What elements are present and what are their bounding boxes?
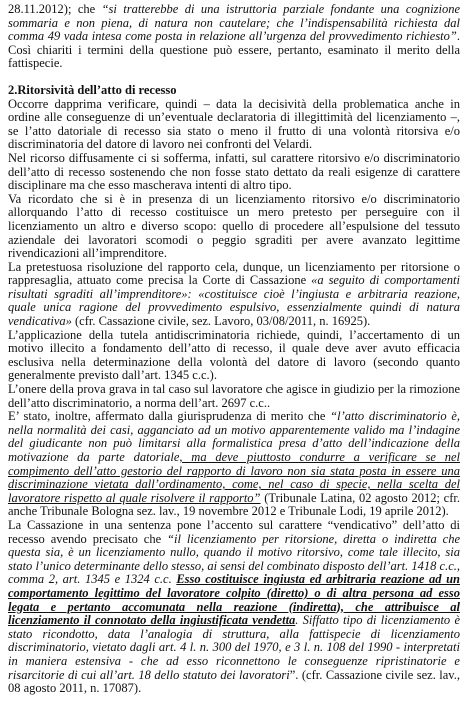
- text-run: La pretestuosa risoluzione del rapporto cela, dunque, un licenziamento per ritorsione o rappresaglia, attuato come precisa la Corte di Cassazione: [8, 259, 460, 288]
- paragraph-cassazione: [8, 519, 460, 696]
- text-run: . Siffatto tipo di licenziamento è stato ricondotto, data l’analogia di struttura, alla fattispecie di licenziamento discriminatorio, vietato dagli art. 4 l. n. 300 del 1970, e 3 l. n. 108 del 1990 - interpretati in maniera estensiva - che ad esso riconnettono le conseguenze ripristinatorie e risarcitorie di cui all’art. 18 dello statuto dei lavoratori: [8, 613, 460, 682]
- text-run: “il licenziamento per ritorsione, diretta o indiretta che questa sia, è un licenziamento nullo, quando il motivo ritorsivo, come tale illecito, sia stato l’unico determinante dello stesso, ai sensi del combinato disposto dell’art. 1418 c.c., comma 2, art. 1345 e 1324 c.c.: [8, 531, 460, 587]
- text-run: (cfr. Cassazione civile, sez. Lavoro, 03/08/2011, n. 16925).: [71, 314, 371, 329]
- text-run: L’applicazione della tutela antidiscriminatoria richiede, quindi, l’accertamento di un motivo illecito a fondamento dell’atto di recesso, il quale deve aver avuto efficacia esclusiva nella determinazione della volontà del datore di lavoro (secondo quanto generalmente previsto dall’art. 1345 c.c.).: [8, 327, 460, 383]
- text-run: Esso costituisce ingiusta ed arbitraria reazione ad un comportamento legittimo del lavoratore colpito (diretto) o di altra persona ad esso legata e pertanto accomunata nella reazione (indiretta), che attribuisce al licenziamento il connotato della ingiustificata vendetta: [8, 572, 460, 628]
- text-run: “l’atto discriminatorio è, nella normalità dei casi, agganciato ad un motivo apparentemente valido ma l’indagine del giudicante non può limitarsi alla formalistica presa d’atto dell’indicazione della motivazione da parte datoriale: [8, 409, 460, 464]
- intro-paragraph: [8, 3, 460, 71]
- paragraph-appeal: [8, 152, 460, 193]
- text-run: L’onere della prova grava in tal caso sul lavoratore che agisce in giudizio per la rimozione dell’atto discriminatorio, a norma dell’art. 2697 c.c..: [8, 382, 460, 410]
- text-run: Occorre dapprima verificare, quindi – data la decisività della problematica anche in ordine alle conseguenze di un’eventuale declaratoria di illegittimità del licenziamento –, se l’atto datoriale di recesso sia stato o meno il frutto di una volontà ritorsiva e/o discriminatoria del datore di lavoro nei confronti del Velardi.: [8, 96, 460, 152]
- text-run: Va ricordato che si è in presenza di un licenziamento ritorsivo e/o discriminatorio allorquando l’atto di recesso costituisce un mero pretesto per perseguire con il licenziamento un altro e diverso scopo: quello di procedere all’espulsione del tessuto aziendale dei lavoratori scomodi o peggio sgraditi per avere avanzato legittime rivendicazioni all’imprenditore.: [8, 191, 460, 261]
- paragraph-retaliatory-definition: [8, 193, 460, 261]
- paragraph-verification: [8, 98, 460, 152]
- paragraph-pretextual-termination: [8, 261, 460, 329]
- text-run: La Cassazione in una sentenza pone l’accento sul carattere “vendicativo” dell’atto di recesso avendo precisato che: [8, 517, 460, 546]
- text-run: (Tribunale Latina, 02 agosto 2012; cfr. anche Tribunale Bologna sez. lav., 19 novembre 2012 e Tribunale Lodi, 19 aprile 2012).: [8, 490, 460, 519]
- section-heading: 2.Ritorsività dell’atto di recesso: [8, 82, 177, 97]
- paragraph-burden-of-proof: [8, 383, 460, 410]
- text-run: “si tratterebbe di una istruttoria parziale fondante una cognizione sommaria e non piena, di natura non cautelare; che l’indispensabilità richiesta dal comma 49 vada intesa come posta in relazione all’urgenza del provvedimento richiesto”: [8, 2, 460, 44]
- text-run: , ma deve piuttosto condurre a verificare se nel compimento dell’atto gestorio del rapporto di lavoro non sia stata posta in essere una discriminazione vietata dall’ordinamento, come, nel caso di specie, nella scelta del lavoratore rispetto al quale risolvere il rapporto”: [8, 450, 460, 505]
- text-run: E’ stato, inoltre, affermato dalla giurisprudenza di merito che: [8, 409, 331, 424]
- text-run: 28.11.2012); che: [8, 2, 102, 16]
- text-run: Nel ricorso diffusamente ci si sofferma, infatti, sul carattere ritorsivo e/o discriminatorio dell’atto di recesso sostenendo che non fosse stato dettato da reali esigenze di carattere disciplinare ma che esso mascherava intenti di altro tipo.: [8, 150, 460, 193]
- text-run: ”. (cfr. Cassazione civile sez. lav., 08 agosto 2011, n. 17087).: [8, 667, 460, 696]
- text-run: «a seguito di comportamenti risultati sgraditi all’imprenditore»: «costituisce cioè l’ingiusta e arbitraria reazione, quale unica ragione del provvedimento espulsivo, essenzialmente quindi di natura vendicativa»: [8, 273, 461, 329]
- paragraph-antidiscrimination: [8, 329, 460, 383]
- text-run: . Così chiariti i termini della questione può essere, pertanto, esaminato il merito della fattispecie.: [8, 29, 460, 71]
- paragraph-case-law-merit: [8, 410, 460, 519]
